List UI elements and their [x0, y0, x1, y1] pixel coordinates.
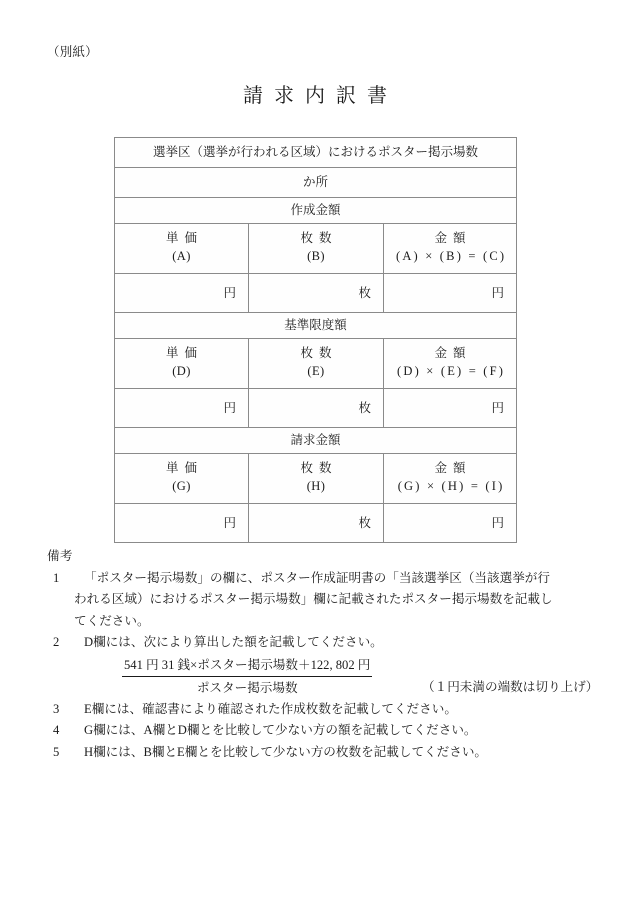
- note-body: [74, 632, 599, 699]
- amount-formula: (A) × (B) = (C): [395, 249, 507, 263]
- table-row: [115, 454, 517, 504]
- note-line: 「ポスター掲示場数」の欄に、ポスター作成証明書の「当該選挙区（当該選挙が行: [84, 570, 550, 585]
- unit-price-label: 単価: [165, 231, 203, 246]
- amount-formula: (D) × (E) = (F): [396, 364, 506, 378]
- table-body: [115, 138, 517, 543]
- table-row: [115, 313, 517, 339]
- amount-label: 金額: [434, 231, 472, 246]
- formula-block: [74, 655, 599, 699]
- note-number: 3: [53, 701, 60, 716]
- sheets-label: 枚数: [300, 231, 338, 246]
- note-line: H欄には、B欄とE欄とを比較して少ない方の枚数を記載してください。: [84, 744, 487, 759]
- entry-sheets-h[interactable]: 枚: [249, 504, 384, 543]
- table-row: [115, 339, 517, 389]
- table-row: [115, 274, 517, 313]
- note-number: 5: [53, 744, 60, 759]
- column-head-unit-price: [115, 454, 249, 504]
- unit-price-code: (G): [172, 479, 191, 493]
- notes-heading: 備考: [47, 549, 73, 563]
- list-item: [47, 699, 592, 721]
- note-number: 2: [53, 635, 60, 649]
- unit-price-code: (A): [172, 249, 191, 263]
- entry-unit-price-a[interactable]: 円: [115, 274, 249, 313]
- list-item: [47, 720, 592, 742]
- column-head-sheets: [249, 224, 384, 274]
- unit-price-label: 単価: [165, 346, 203, 361]
- table-row: [115, 428, 517, 454]
- note-body: [74, 568, 592, 633]
- poster-count-entry-cell[interactable]: か所: [115, 168, 517, 198]
- note-line: G欄には、A欄とD欄とを比較して少ない方の額を記載してください。: [84, 723, 477, 737]
- list-item: [47, 742, 592, 764]
- list-item: [47, 632, 599, 699]
- table-row: [115, 168, 517, 198]
- note-body: [74, 720, 592, 742]
- unit-price-code: (D): [172, 364, 191, 378]
- amount-label: 金額: [434, 461, 472, 476]
- section-title-production-amount: 作成金額: [115, 198, 517, 224]
- column-head-amount: [384, 224, 517, 274]
- entry-unit-price-d[interactable]: 円: [115, 389, 249, 428]
- section-title-billing-amount: 請求金額: [115, 428, 517, 454]
- section-title-standard-limit: 基準限度額: [115, 313, 517, 339]
- table-row: [115, 389, 517, 428]
- attachment-label: （別紙）: [47, 45, 98, 59]
- sheets-label: 枚数: [300, 461, 338, 476]
- note-line: D欄には、次により算出した額を記載してください。: [84, 635, 383, 649]
- billing-breakdown-table: [114, 137, 517, 543]
- amount-label: 金額: [434, 346, 472, 361]
- table-row: [115, 198, 517, 224]
- note-body: [74, 699, 592, 721]
- note-number: 4: [53, 723, 60, 737]
- note-line: われる区域）におけるポスター掲示場数」欄に記載されたポスター掲示場数を記載し: [74, 592, 553, 606]
- table-row: [115, 504, 517, 543]
- entry-amount-f[interactable]: 円: [384, 389, 517, 428]
- rounding-annotation: （１円未満の端数は切り上げ）: [422, 679, 599, 694]
- unit-price-label: 単価: [165, 461, 203, 476]
- sheets-code: (B): [307, 249, 325, 263]
- fraction-denominator: ポスター掲示場数: [196, 680, 298, 695]
- column-head-amount: [384, 339, 517, 389]
- amount-formula: (G) × (H) = (I): [397, 479, 505, 493]
- fraction-numerator: 541 円 31 銭×ポスター掲示場数＋122, 802 円: [122, 655, 372, 677]
- column-head-sheets: [249, 339, 384, 389]
- entry-amount-c[interactable]: 円: [384, 274, 517, 313]
- table-row: [115, 138, 517, 168]
- column-head-unit-price: [115, 224, 249, 274]
- note-number: 1: [53, 570, 60, 585]
- entry-unit-price-g[interactable]: 円: [115, 504, 249, 543]
- sheets-code: (H): [306, 479, 326, 493]
- entry-amount-i[interactable]: 円: [384, 504, 517, 543]
- entry-sheets-b[interactable]: 枚: [249, 274, 384, 313]
- sheets-label: 枚数: [300, 346, 338, 361]
- note-body: [74, 742, 592, 764]
- column-head-amount: [384, 454, 517, 504]
- fraction: [122, 655, 372, 699]
- sheets-code: (E): [307, 364, 325, 378]
- list-item: [47, 568, 592, 633]
- table-row: [115, 224, 517, 274]
- poster-count-header-cell: 選挙区（選挙が行われる区域）におけるポスター掲示場数: [115, 138, 517, 168]
- note-line: E欄には、確認書により確認された作成枚数を記載してください。: [84, 701, 457, 716]
- entry-sheets-e[interactable]: 枚: [249, 389, 384, 428]
- column-head-unit-price: [115, 339, 249, 389]
- notes-section: [47, 546, 599, 763]
- page-title: 請求内訳書: [243, 85, 398, 107]
- note-line: てください。: [74, 613, 150, 628]
- column-head-sheets: [249, 454, 384, 504]
